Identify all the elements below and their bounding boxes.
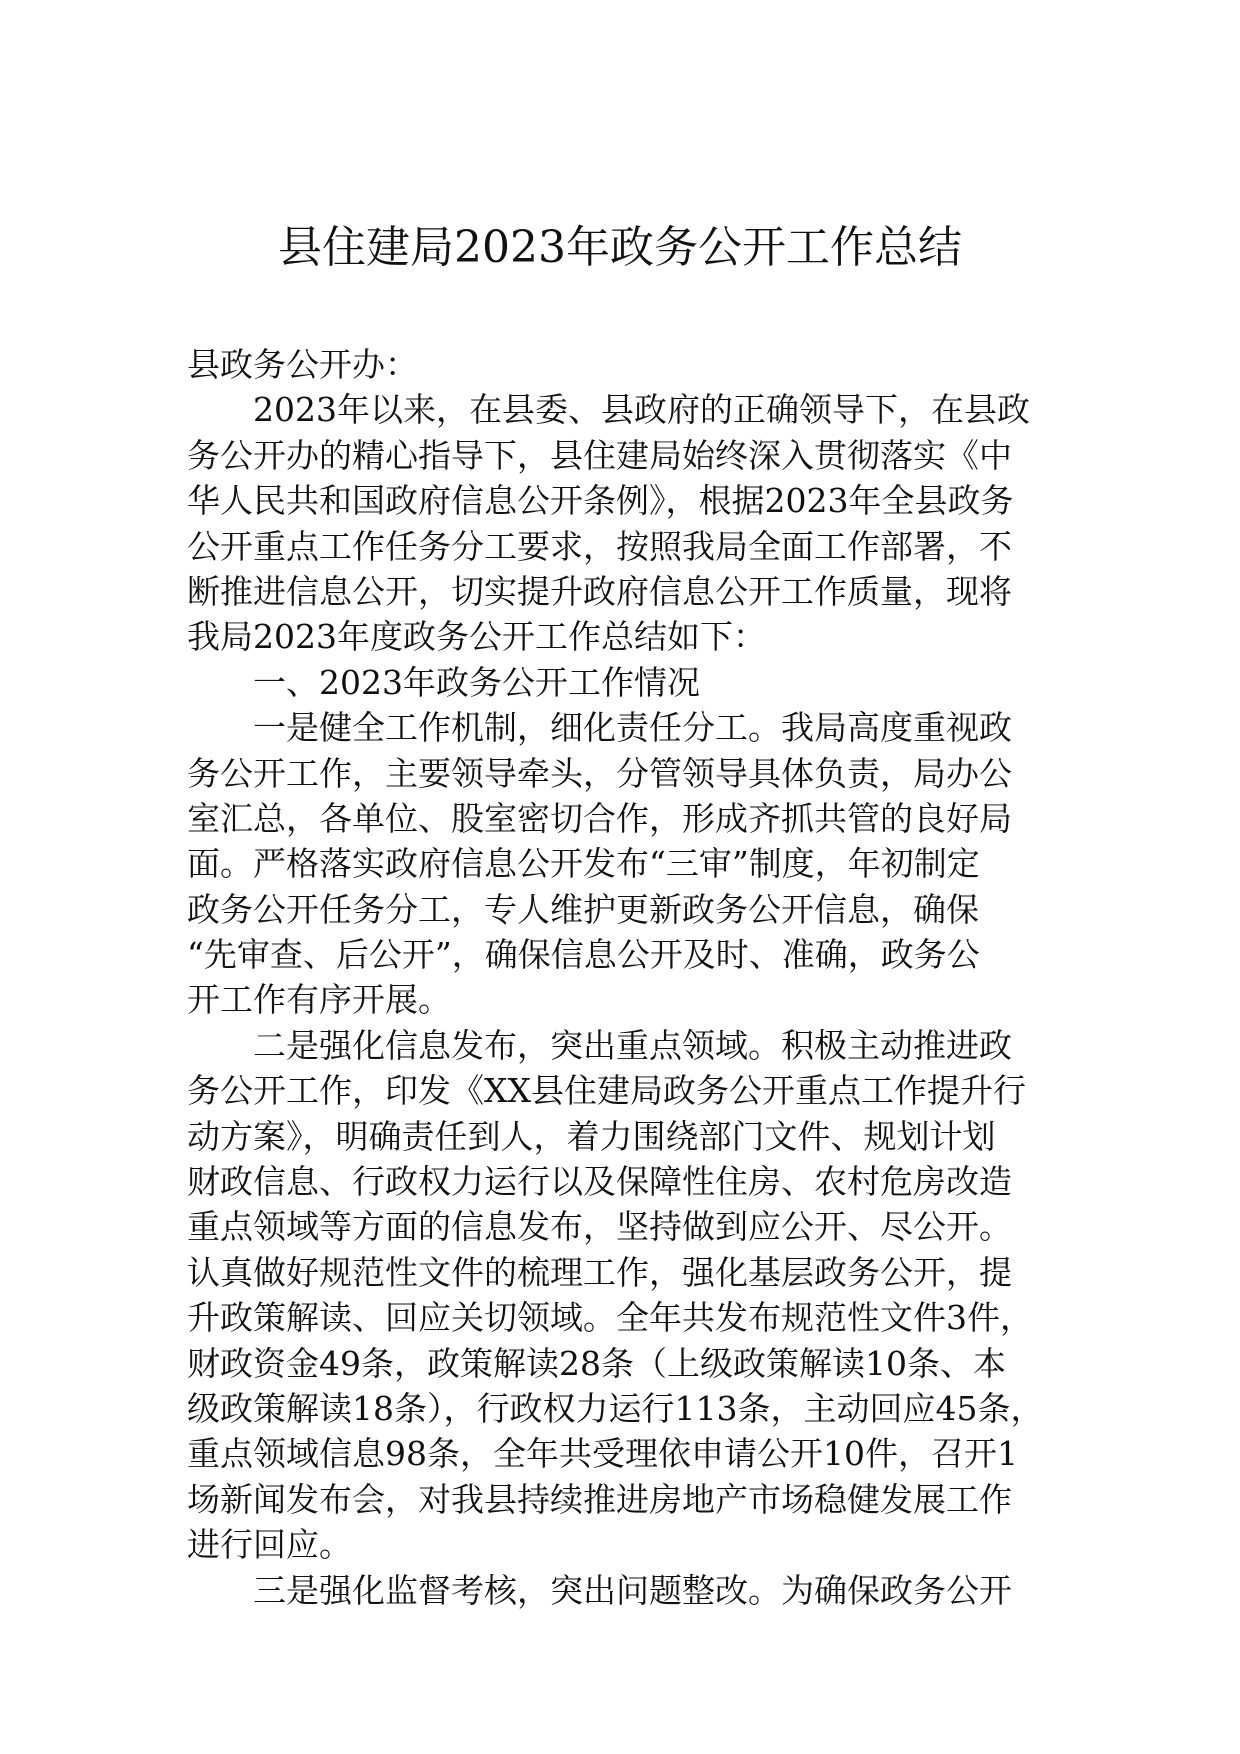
- text-line: 面。严格落实政府信息公开发布“三审”制度，年初制定: [187, 844, 980, 884]
- text-line: 进行回应。: [187, 1525, 352, 1565]
- text-line: 场新闻发布会，对我县持续推进房地产市场稳健发展工作: [187, 1479, 1012, 1519]
- text-line: 2023年以来，在县委、县政府的正确领导下，在县政: [253, 390, 1030, 430]
- text-line: 动方案》，明确责任到人，着力围绕部门文件、规划计划: [187, 1116, 996, 1156]
- text-line: 公开重点工作任务分工要求，按照我局全面工作部署，不: [187, 526, 1012, 566]
- text-line: 一是健全工作机制，细化责任分工。我局高度重视政: [253, 708, 1012, 748]
- text-line: 室汇总，各单位、股室密切合作，形成齐抓共管的良好局: [187, 798, 1012, 838]
- text-line: 我局2023年度政务公开工作总结如下：: [187, 617, 766, 657]
- text-line: 华人民共和国政府信息公开条例》，根据2023年全县政务: [187, 481, 1014, 521]
- text-line: 二是强化信息发布，突出重点领域。积极主动推进政: [253, 1025, 1012, 1065]
- text-line: 重点领域等方面的信息发布，坚持做到应公开、尽公开。: [187, 1207, 1012, 1247]
- text-line: 政务公开任务分工，专人维护更新政务公开信息，确保: [187, 889, 979, 929]
- text-line: 务公开工作，印发《XX县住建局政务公开重点工作提升行: [187, 1071, 1026, 1111]
- text-line: 升政策解读、回应关切领域。全年共发布规范性文件3件，: [187, 1298, 1033, 1338]
- text-line: 财政信息、行政权力运行以及保障性住房、农村危房改造: [187, 1162, 1012, 1202]
- text-line: 三是强化监督考核，突出问题整改。为确保政务公开: [253, 1570, 1012, 1610]
- text-line: 一、2023年政务公开工作情况: [253, 662, 700, 702]
- text-line: 县政务公开办：: [187, 345, 418, 384]
- document-body: [187, 342, 1057, 1613]
- text-line: 级政策解读18条），行政权力运行113条，主动回应45条，: [187, 1388, 1044, 1428]
- text-line: 务公开办的精心指导下，县住建局始终深入贯彻落实《中: [187, 435, 1012, 475]
- text-line: 断推进信息公开，切实提升政府信息公开工作质量，现将: [187, 571, 1012, 611]
- text-line: 务公开工作，主要领导牵头，分管领导具体负责，局办公: [187, 753, 1012, 793]
- text-line: 财政资金49条，政策解读28条（上级政策解读10条、本: [187, 1343, 1006, 1383]
- text-line: “先审查、后公开”，确保信息公开及时、准确，政务公: [187, 935, 980, 975]
- text-line: 开工作有序开展。: [187, 980, 451, 1020]
- document-title: 县住建局2023年政务公开工作总结: [278, 222, 962, 273]
- text-line: 重点领域信息98条，全年共受理依申请公开10件，召开1: [187, 1434, 1018, 1474]
- text-line: 认真做好规范性文件的梳理工作，强化基层政务公开，提: [187, 1252, 1012, 1292]
